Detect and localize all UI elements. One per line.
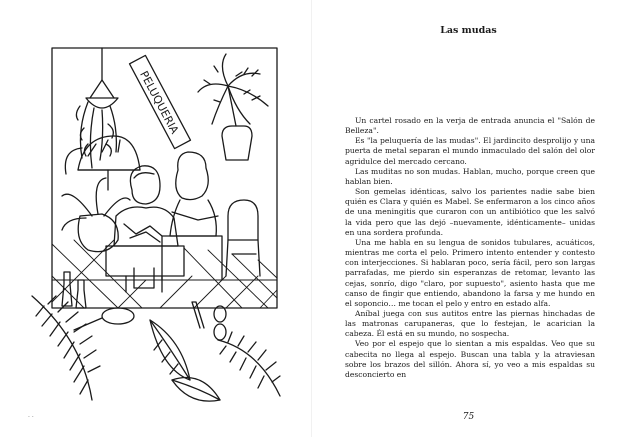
leaves-lower-middle-icon — [150, 320, 220, 401]
window-frame — [52, 48, 277, 308]
paragraph: Aníbal juega con sus autitos entre las piernas hinchadas de las matronas carupaneras, que lo festejan, le acarician la cabeza. Él está en su mundo, no sospecha. — [345, 308, 595, 339]
woman-reading-figure — [162, 152, 222, 280]
left-page-mark: . . — [28, 412, 34, 419]
paragraph: Son gemelas idénticas, salvo los parientes nadie sabe bien quién es Clara y quién es Mabel. Se enfermaron a los cinco años de una meningitis que curaron con un antibiótico que les salvó la vida pero que las dejó –nuevamente, idénticamente– unidas en una sordera profunda. — [345, 187, 595, 237]
page-number: 75 — [462, 412, 475, 422]
paragraph: Veo por el espejo que lo sientan a mis espaldas. Veo que su cabecita no llega al espejo. Buscan una tabla y la atraviesan sobre los brazos del sillón. Ahora sí, yo veo a mis espaldas su desconcierto en — [345, 339, 595, 379]
chapter-title: Las mudas — [440, 25, 497, 36]
paragraph: Es "la peluquería de las mudas". El jardincito desprolijo y una puerta de metal separan el mundo inmaculado del salón del olor agridulce del mercado cercano. — [345, 136, 595, 166]
paragraph: Un cartel rosado en la verja de entrada anuncia el "Salón de Belleza". — [345, 116, 595, 136]
svg-text:PELUQUERIA: PELUQUERIA — [137, 68, 182, 137]
peluqueria-sign — [130, 55, 191, 148]
palm-plant-right-icon — [198, 54, 268, 160]
right-page — [312, 0, 625, 437]
salon-illustration — [22, 40, 284, 410]
paragraph: Las muditas no son mudas. Hablan, mucho, porque creen que hablan bien. — [345, 166, 595, 186]
fern-lower-left-icon — [32, 296, 100, 400]
chapter-body — [345, 116, 595, 380]
left-page — [0, 0, 312, 437]
hanging-plant-left-icon — [76, 48, 118, 168]
fern-lower-right-icon — [218, 332, 280, 396]
floor-tiles — [52, 240, 277, 308]
hair-dryer-icon — [65, 136, 140, 190]
paragraph: Una me habla en su lengua de sonidos tubulares, acuáticos, mientras me corta el pelo. Primero intento entender y contesto con interjecciones. Si hablaran poco, sería fácil, pero son largas parrafadas, me pierdo sin esperanzas de retomar, levanto las cejas, sonrío, digo "claro, por supuesto", asiento hasta que me canso de fingir que entiendo, abandono la farsa y me hundo en el soponcio… me tocan el pelo y entro en estado alfa. — [345, 237, 595, 308]
potted-plant-left-icon — [62, 178, 130, 252]
